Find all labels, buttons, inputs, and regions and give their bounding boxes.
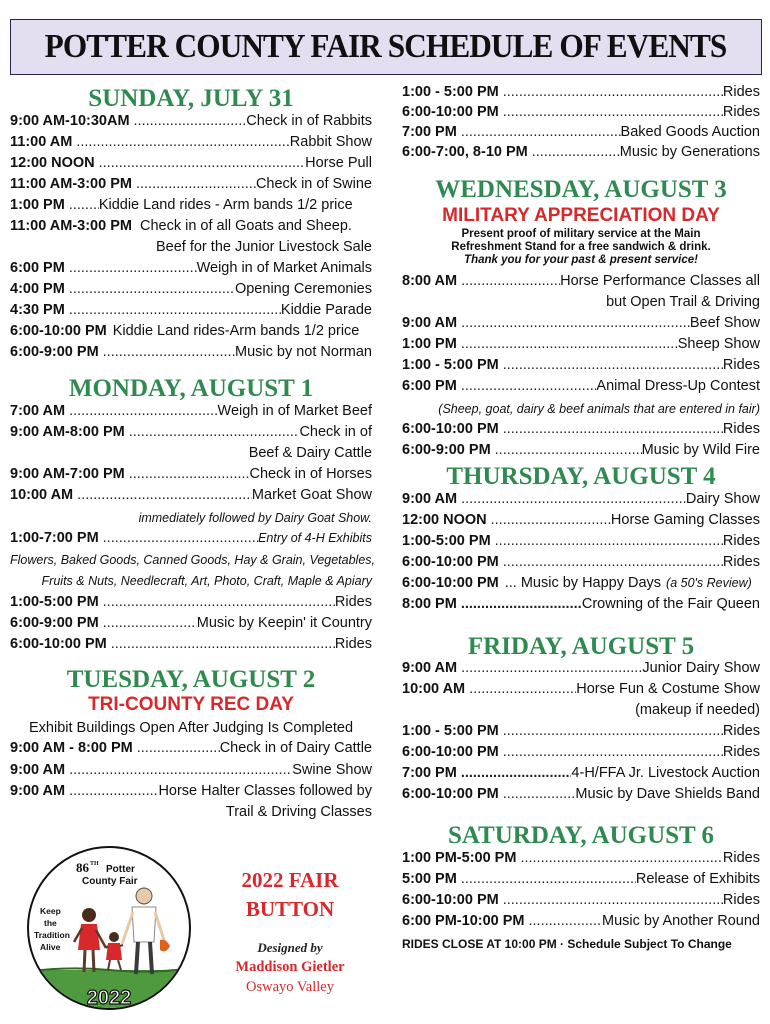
fair-button-graphic — [26, 842, 192, 1014]
schedule-continuation: Trail & Driving Classes — [225, 804, 372, 820]
schedule-row: 4:30 PM ..... Kiddie Parade — [10, 302, 372, 322]
schedule-row: 7:00 PM ..... Baked Goods Auction — [402, 124, 760, 144]
schedule-row: 6:00-7:00, 8-10 PM ..... Music by Generations — [402, 144, 760, 164]
tuesday-note: Exhibit Buildings Open After Judging Is Completed — [28, 720, 354, 736]
tuesday-subtitle: TRI-COUNTY REC DAY — [88, 694, 294, 715]
monday-heading: MONDAY, AUGUST 1 — [68, 375, 314, 402]
schedule-continuation: Beef & Dairy Cattle — [248, 445, 372, 461]
schedule-row: 9:00 AM ..... Beef Show — [402, 315, 760, 335]
wednesday-subtitle: MILITARY APPRECIATION DAY — [442, 205, 720, 226]
tuesday-heading: TUESDAY, AUGUST 2 — [66, 666, 316, 693]
schedule-row: 10:00 AM ..... Market Goat Show — [10, 487, 372, 507]
saturday-heading: SATURDAY, AUGUST 6 — [447, 822, 715, 849]
schedule-row: 1:00 - 5:00 PM ..... Rides — [402, 723, 760, 743]
schedule-row: 6:00-9:00 PM ..... Music by Wild Fire — [402, 442, 760, 462]
schedule-row: 6:00-10:00 PM ..... Rides — [402, 104, 760, 124]
schedule-row: 9:00 AM ..... Dairy Show — [402, 491, 760, 511]
schedule-row: 1:00-5:00 PM ..... Rides — [402, 533, 760, 553]
schedule-continuation: (makeup if needed) — [635, 702, 760, 718]
wednesday-note: Thank you for your past & present service! — [464, 254, 698, 266]
fair-button-title: 2022 FAIR — [241, 868, 339, 892]
schedule-row: 6:00 PM ..... Animal Dress-Up Contest — [402, 378, 760, 398]
schedule-note: Flowers, Baked Goods, Canned Goods, Hay & Grain, Vegetables, — [10, 553, 376, 567]
schedule-row: 1:00 PM ..... Kiddie Land rides - Arm bands 1/2 price — [10, 197, 372, 217]
schedule-row: 6:00-9:00 PM ..... Music by Keepin' it Country — [10, 615, 372, 635]
schedule-row: 1:00-5:00 PM ..... Rides — [10, 594, 372, 614]
schedule-row: 6:00-10:00 PM ..... Rides — [402, 744, 760, 764]
schedule-row: 5:00 PM ..... Release of Exhibits — [402, 871, 760, 891]
happy-days-note: (a 50's Review) — [666, 576, 752, 590]
schedule-row: 6:00 PM ..... Weigh in of Market Animals — [10, 260, 372, 280]
schedule-row: 1:00-7:00 PM ..... Entry of 4-H Exhibits — [10, 530, 372, 550]
schedule-row: 9:00 AM-7:00 PM ..... Check in of Horses — [10, 466, 372, 486]
thursday-heading: THURSDAY, AUGUST 4 — [446, 463, 716, 490]
sunday-heading: SUNDAY, JULY 31 — [88, 85, 294, 112]
schedule-row: 12:00 NOON ..... Horse Pull — [10, 155, 372, 175]
schedule-row: 9:00 AM-8:00 PM ..... Check in of — [10, 424, 372, 444]
schedule-row: 6:00-10:00 PM ..... Rides — [402, 421, 760, 441]
schedule-row: 9:00 AM ..... Swine Show — [10, 762, 372, 782]
closing-note: RIDES CLOSE AT 10:00 PM · Schedule Subject To Change — [402, 937, 732, 951]
schedule-row: 6:00-10:00 PM ..... Rides — [10, 636, 372, 656]
page-title: POTTER COUNTY FAIR SCHEDULE OF EVENTS — [45, 28, 727, 65]
button-side-text: the — [44, 918, 57, 928]
button-side-text: Alive — [40, 942, 61, 952]
schedule-note: immediately followed by Dairy Goat Show. — [138, 511, 372, 525]
schedule-row: 6:00-10:00 PM ..... Rides — [402, 892, 760, 912]
button-ring-text: County Fair — [82, 876, 138, 887]
schedule-row: 9:00 AM-10:30AM ..... Check in of Rabbits — [10, 113, 372, 133]
schedule-row: 11:00 AM ..... Rabbit Show — [10, 134, 372, 154]
schedule-continuation: Beef for the Junior Livestock Sale — [155, 239, 372, 255]
schedule-note: (Sheep, goat, dairy & beef animals that are entered in fair) — [438, 402, 760, 416]
schedule-row: 7:00 PM ..... 4-H/FFA Jr. Livestock Auction — [402, 765, 760, 785]
button-ring-text: Potter — [106, 864, 135, 875]
schedule-row: 6:00-9:00 PM ..... Music by not Norman — [10, 344, 372, 364]
button-side-text: Tradition — [34, 930, 70, 940]
schedule-row: 6:00 PM-10:00 PM ..... Music by Another Round — [402, 913, 760, 933]
button-anniversary-suffix: TH — [90, 861, 99, 867]
fair-button-title: BUTTON — [245, 897, 335, 921]
schedule-row: 1:00 PM-5:00 PM ..... Rides — [402, 850, 760, 870]
schedule-row: 6:00-10:00 PM Kiddie Land rides-Arm bands 1/2 price — [10, 323, 360, 339]
schedule-row: 6:00-10:00 PM ... Music by Happy Days (a 50's Review) — [402, 575, 752, 591]
schedule-row: 9:00 AM ..... Horse Halter Classes followed by — [10, 783, 372, 803]
button-year: 2022 — [86, 987, 132, 1009]
schedule-row: 7:00 AM ..... Weigh in of Market Beef — [10, 403, 372, 423]
wednesday-heading: WEDNESDAY, AUGUST 3 — [435, 176, 727, 203]
schedule-row: 6:00-10:00 PM ..... Music by Dave Shields Band — [402, 786, 760, 806]
schedule-row: 1:00 - 5:00 PM ..... Rides — [402, 357, 760, 377]
friday-heading: FRIDAY, AUGUST 5 — [467, 633, 695, 660]
page-header — [10, 19, 762, 75]
wednesday-note: Present proof of military service at the Main — [461, 228, 701, 240]
schedule-row: 8:00 PM ..... Crowning of the Fair Queen — [402, 596, 760, 616]
schedule-row: 12:00 NOON ..... Horse Gaming Classes — [402, 512, 760, 532]
wednesday-note: Refreshment Stand for a free sandwich & drink. — [451, 241, 711, 253]
designer-name: Maddison Gietler — [235, 959, 345, 975]
schedule-row: 1:00 PM ..... Sheep Show — [402, 336, 760, 356]
designer-school: Oswayo Valley — [246, 979, 334, 995]
schedule-row: 6:00-10:00 PM ..... Rides — [402, 554, 760, 574]
schedule-continuation: but Open Trail & Driving — [606, 294, 760, 310]
schedule-row: 10:00 AM ..... Horse Fun & Costume Show — [402, 681, 760, 701]
schedule-row: 9:00 AM ..... Junior Dairy Show — [402, 660, 760, 680]
schedule-note: Fruits & Nuts, Needlecraft, Art, Photo, Craft, Maple & Apiary — [41, 574, 372, 588]
schedule-row: 9:00 AM - 8:00 PM ..... Check in of Dairy Cattle — [10, 740, 372, 760]
schedule-row: 1:00 - 5:00 PM ..... Rides — [402, 84, 760, 104]
schedule-row: 8:00 AM ..... Horse Performance Classes all — [402, 273, 760, 293]
button-side-text: Keep — [40, 906, 61, 916]
button-anniversary: 86 — [76, 860, 89, 875]
schedule-row: 4:00 PM ..... Opening Ceremonies — [10, 281, 372, 301]
designed-by-label: Designed by — [257, 940, 323, 955]
schedule-row: 11:00 AM-3:00 PM ..... Check in of Swine — [10, 176, 372, 196]
schedule-row: 11:00 AM-3:00 PM Check in of all Goats and Sheep. — [10, 218, 352, 234]
